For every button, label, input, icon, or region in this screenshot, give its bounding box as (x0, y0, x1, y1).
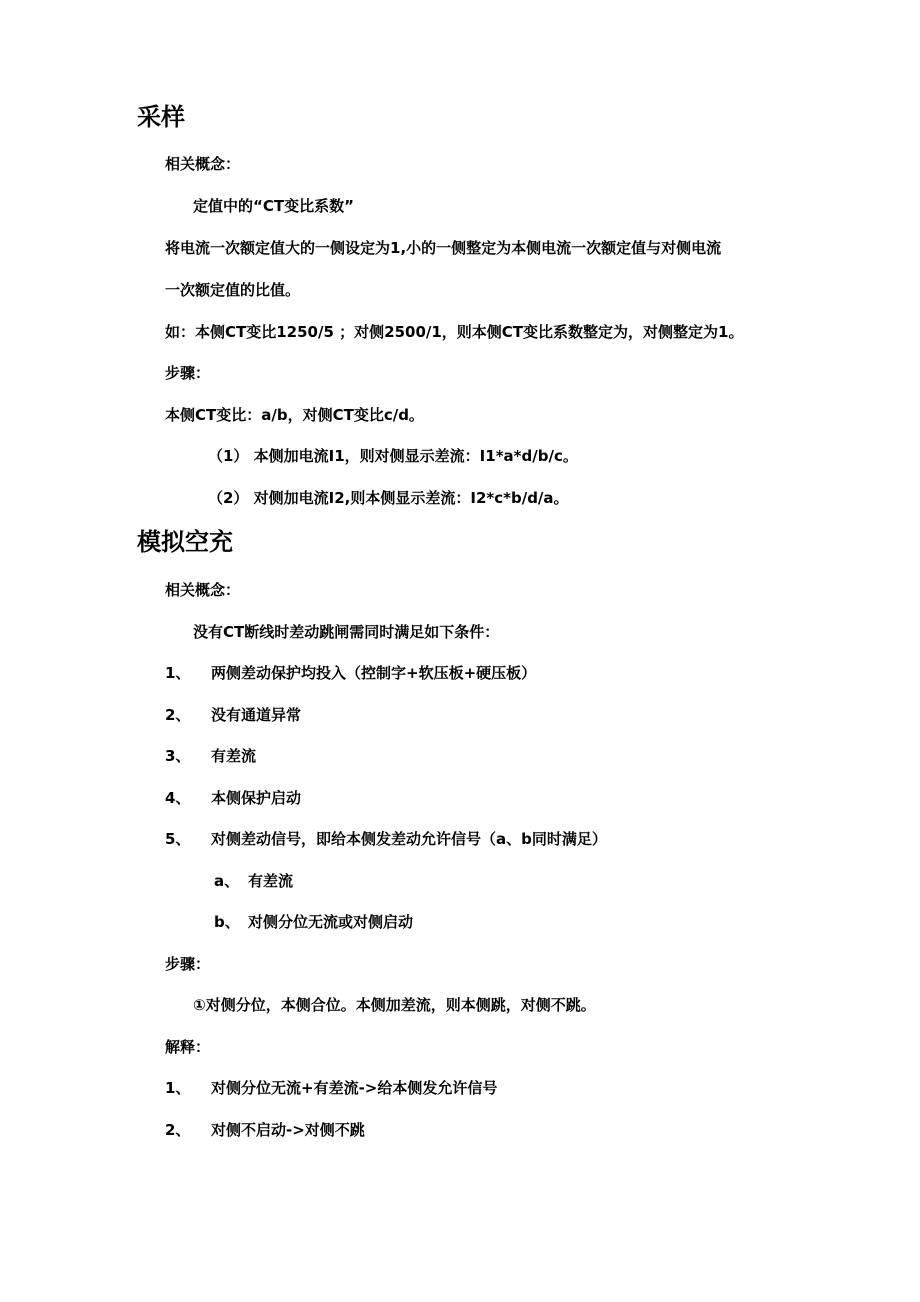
paragraph-line: 将电流一次额定值大的一侧设定为1,小的一侧整定为本侧电流一次额定值与对侧电流 (165, 239, 722, 257)
condition-text: 本侧保护启动 (211, 789, 302, 807)
section-heading-simulated-charging: 模拟空充 (137, 528, 233, 556)
subcondition-letter: a、 (214, 872, 240, 890)
condition-number: 2、 (165, 706, 191, 724)
ratio-line: 本侧CT变比：a/b，对侧CT变比c/d。 (165, 406, 424, 424)
explanation-number: 2、 (165, 1121, 191, 1139)
condition-item (165, 746, 256, 766)
explanation-text: 对侧不启动->对侧不跳 (211, 1121, 365, 1139)
condition-text: 对侧差动信号，即给本侧发差动允许信号（a、b同时满足） (211, 830, 607, 848)
condition-intro: 没有CT断线时差动跳闸需同时满足如下条件： (193, 623, 500, 641)
condition-number: 5、 (165, 830, 191, 848)
concept-title: 定值中的“CT变比系数” (193, 197, 354, 215)
step-item: （1） 本侧加电流I1，则对侧显示差流：I1*a*d/b/c。 (208, 447, 578, 465)
paragraph-line: 一次额定值的比值。 (165, 281, 301, 299)
condition-item (165, 829, 607, 849)
condition-text: 有差流 (211, 747, 257, 765)
explanation-item (165, 1078, 497, 1098)
concept-label: 相关概念： (165, 155, 241, 173)
subcondition-item (214, 871, 293, 891)
subcondition-text: 对侧分位无流或对侧启动 (248, 913, 414, 931)
concept-label: 相关概念： (165, 581, 241, 599)
condition-item (165, 705, 301, 725)
condition-number: 4、 (165, 789, 191, 807)
condition-item (165, 663, 536, 683)
steps-label: 步骤： (165, 955, 211, 973)
condition-number: 1、 (165, 664, 191, 682)
step-item: （2） 对侧加电流I2,则本侧显示差流：I2*c*b/d/a。 (208, 489, 569, 507)
explain-label: 解释： (165, 1038, 211, 1056)
section-heading-sampling: 采样 (137, 103, 185, 131)
explanation-item (165, 1120, 365, 1140)
example-text: 如：本侧CT变比1250/5 ；对侧2500/1，则本侧CT变比系数整定为，对侧整定为1。 (165, 323, 744, 341)
explanation-number: 1、 (165, 1079, 191, 1097)
subcondition-item (214, 912, 413, 932)
condition-number: 3、 (165, 747, 191, 765)
condition-item (165, 788, 301, 808)
condition-text: 没有通道异常 (211, 706, 302, 724)
step-item: ①对侧分位，本侧合位。本侧加差流，则本侧跳，对侧不跳。 (193, 996, 596, 1014)
explanation-text: 对侧分位无流+有差流->给本侧发允许信号 (211, 1079, 498, 1097)
steps-label: 步骤： (165, 364, 211, 382)
subcondition-text: 有差流 (248, 872, 294, 890)
condition-text: 两侧差动保护均投入（控制字+软压板+硬压板） (211, 664, 537, 682)
subcondition-letter: b、 (214, 913, 240, 931)
